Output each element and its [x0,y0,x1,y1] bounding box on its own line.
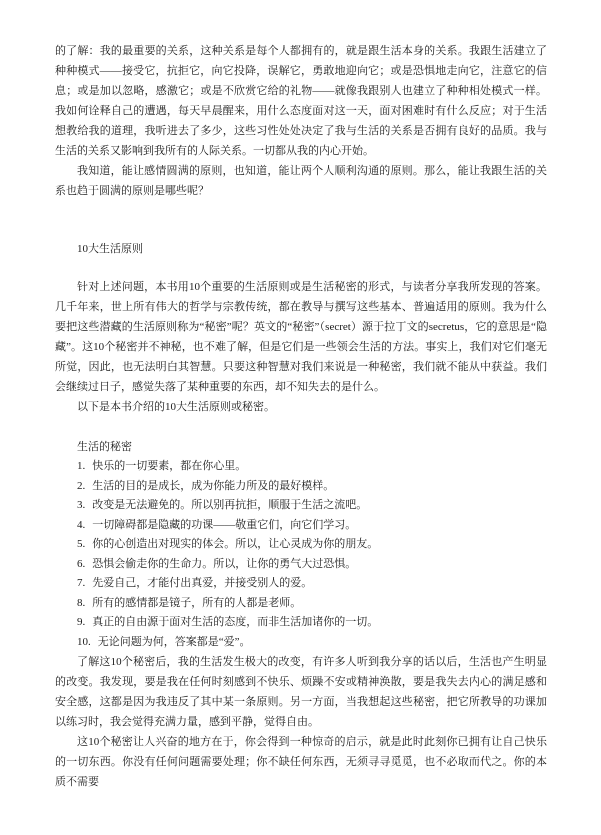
principle-item [77,535,547,555]
principle-number: 9. [77,616,86,628]
principle-item [77,496,547,516]
principle-number: 1. [77,460,86,472]
principle-text: 恐惧会偷走你的生命力。所以，让你的勇气大过恐惧。 [92,557,357,570]
principle-item [77,633,547,653]
principle-item [77,457,547,477]
principle-text: 一切障碍都是隐藏的功课——敬重它们，向它们学习。 [92,518,357,531]
principle-item [77,555,547,575]
section-title-secrets-of-life: 生活的秘密 [77,441,132,453]
principle-text: 改变是无法避免的。所以别再抗拒，顺服于生活之流吧。 [92,499,368,511]
paragraph-list-intro: 以下是本书介绍的10大生活原则或秘密。 [77,401,275,413]
paragraph-relationship-with-life: 的了解：我的最重要的关系，这种关系是每个人都拥有的，就是跟生活本身的关系。我跟生活建立了种种模式——接受它，抗拒它，向它投降，误解它，勇敢地迎向它；或是恐惧地走向它，注意它的信息；或是加以忽略，感激它；或是不欣赏它给的礼物——就像我跟别人也建立了种种相处模式一样。我如何诠释自己的遭遇，每天早晨醒来，用什么态度面对这一天，面对困难时有什么反应；对于生活想教给我的道理，我听进去了多少，这些习性处处决定了我与生活的关系是否拥有良好的品质。我与生活的关系又影响到我所有的人际关系。一切都从我的内心开始。 [55,45,547,157]
principle-item [77,516,547,536]
paragraph-transformation: 了解这10个秘密后，我的生活发生极大的改变，有许多人听到我分享的话以后，生活也产生明显的改变。我发现，要是我在任何时刻感到不快乐、烦躁不安或精神涣散，要是我失去内心的满足感和安全感，这都是因为我违反了其中某一条原则。另一方面，当我想起这些秘密，把它所教导的功课加以练习时，我会觉得充满力量，感到平静，觉得自由。 [55,656,547,728]
principle-text: 无论问题为何，答案都是“爱”。 [97,635,251,648]
principle-number: 6. [77,557,86,570]
principle-number: 10. [77,635,91,648]
principle-item [77,594,547,614]
section-title-ten-principles: 10大生活原则 [77,243,143,255]
paragraph-question: 我知道，能让感情圆满的原则，也知道，能让两个人顺利沟通的原则。那么，能让我跟生活的关系也趋于圆满的原则是哪些呢？ [55,165,547,197]
principles-list [55,457,547,652]
principle-text: 先爱自己，才能付出真爱，并接受别人的爱。 [92,577,313,589]
principle-text: 真正的自由源于面对生活的态度，而非生活加诸你的一切。 [92,616,379,628]
principle-text: 快乐的一切要素，都在你心里。 [92,460,247,472]
principle-text: 生活的目的是成长，成为你能力所及的最好模样。 [92,479,335,492]
principle-text: 你的心创造出对现实的体会。所以，让心灵成为你的朋友。 [92,538,379,550]
principle-number: 8. [77,596,86,609]
principle-number: 5. [77,538,86,550]
paragraph-exciting-revelation: 这10个秘密让人兴奋的地方在于，你会得到一种惊奇的启示，就是此时此刻你已拥有让自己快乐的一切东西。你没有任何问题需要处理；你不缺任何东西，无须寻寻觅觅，也不必取而代之。你的本质不需要 [55,736,547,788]
principle-item [77,574,547,594]
paragraph-secret-origin: 针对上述问题，本书用10个重要的生活原则或是生活秘密的形式，与读者分享我所发现的答案。几千年来，世上所有伟大的哲学与宗教传统，都在教导与撰写这些基本、普遍适用的原则。我为什么要把这些潜藏的生活原则称为“秘密”呢？英文的“秘密”（secret）源于拉丁文的secretus，它的意思是“隐藏”。这10个秘密并不神秘，也不难了解，但是它们是一些领会生活的方法。事实上，我们对它们毫无所觉，因此，也无法明白其智慧。只要这种智慧对我们来说是一种秘密，我们就不能从中获益。我们会继续过日子，感觉失落了某种重要的东西，却不知失去的是什么。 [55,281,547,393]
principle-text: 所有的感情都是镜子，所有的人都是老师。 [92,596,302,609]
principle-number: 7. [77,577,86,589]
principle-number: 3. [77,499,86,511]
principle-item [77,613,547,633]
principle-item [77,477,547,497]
principle-number: 2. [77,479,86,492]
principle-number: 4. [77,518,86,531]
